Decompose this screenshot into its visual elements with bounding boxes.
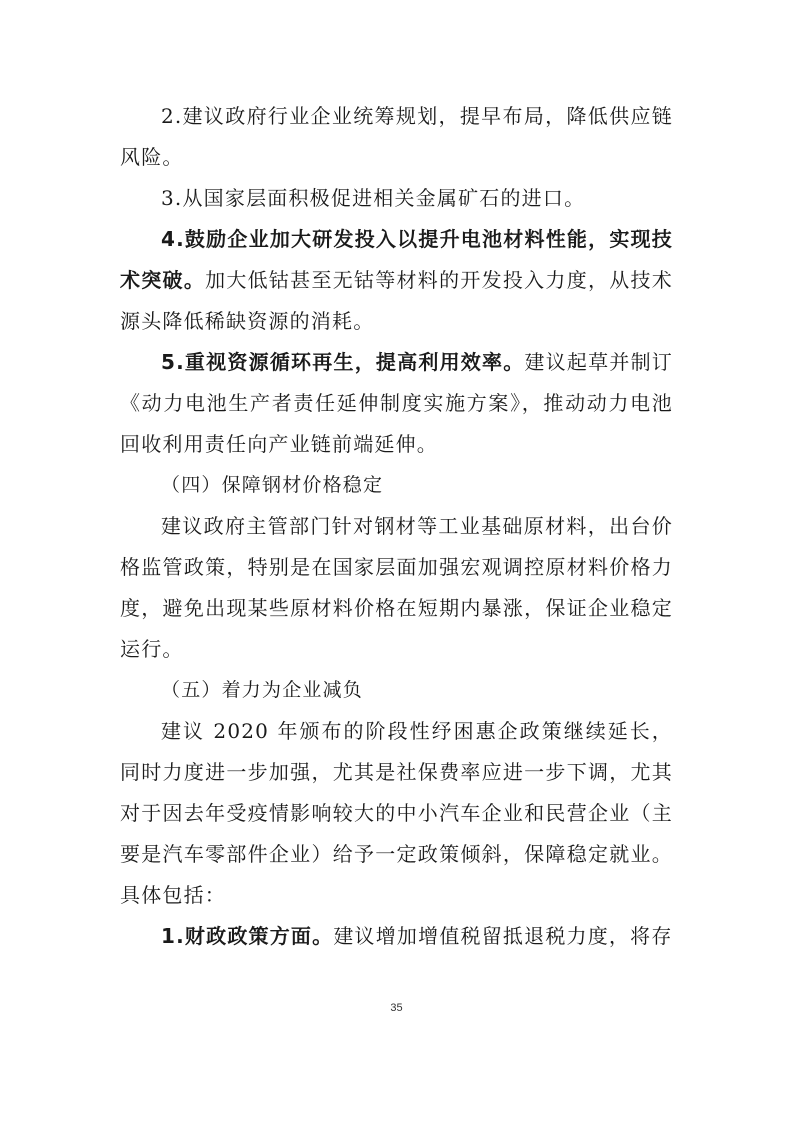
paragraph-text: 2.建议政府行业企业统筹规划，提早布局，降低供应链风险。 [120, 104, 673, 169]
paragraph-text: 建议增加增值税留抵退税力度，将存 [333, 924, 673, 948]
paragraph-text: 建议起草并制订《动力电池生产者责任延伸制度实施方案》，推动动力电池回收利用责任向产业链前端延伸。 [120, 350, 673, 456]
paragraph-fiscal-policy [120, 916, 673, 957]
section-heading-steel-price: （四）保障钢材价格稳定 [161, 474, 384, 496]
paragraph-text: 建议 2020 年颁布的阶段性纾困惠企政策继续延长，同时力度进一步加强，尤其是社保费率应进一步下调，尤其对于因去年受疫情影响较大的中小汽车企业和民营企业（主要是汽车零部件企业）给予一定政策倾斜，保障稳定就业。具体包括： [120, 719, 673, 907]
paragraph-text: 建议政府主管部门针对钢材等工业基础原材料，出台价格监管政策，特别是在国家层面加强宏观调控原材料价格力度，避免出现某些原材料价格在短期内暴涨，保证企业稳定运行。 [120, 514, 673, 661]
paragraph-steel-price-policy [120, 506, 673, 670]
paragraph-text: 加大低钴甚至无钴等材料的开发投入力度，从技术源头降低稀缺资源的消耗。 [120, 268, 673, 333]
paragraph-ore-imports [120, 178, 673, 219]
section-heading-reduce-burden: （五）着力为企业减负 [161, 679, 364, 701]
paragraph-lead-bold: 1.财政政策方面。 [161, 924, 334, 948]
paragraph-lead-bold: 5.重视资源循环再生，提高利用效率。 [161, 350, 525, 374]
paragraph-resource-recycling [120, 342, 673, 465]
paragraph-relief-policy [120, 711, 673, 916]
paragraph-supply-chain-planning [120, 96, 673, 178]
page-content [120, 96, 673, 957]
paragraph-text: 3.从国家层面积极促进相关金属矿石的进口。 [161, 186, 586, 210]
page-number: 35 [390, 1002, 403, 1014]
paragraph-lead-bold: 4.鼓励企业加大研发投入以提升电池材料性能，实现技术突破。 [120, 227, 673, 292]
paragraph-battery-rnd [120, 219, 673, 342]
